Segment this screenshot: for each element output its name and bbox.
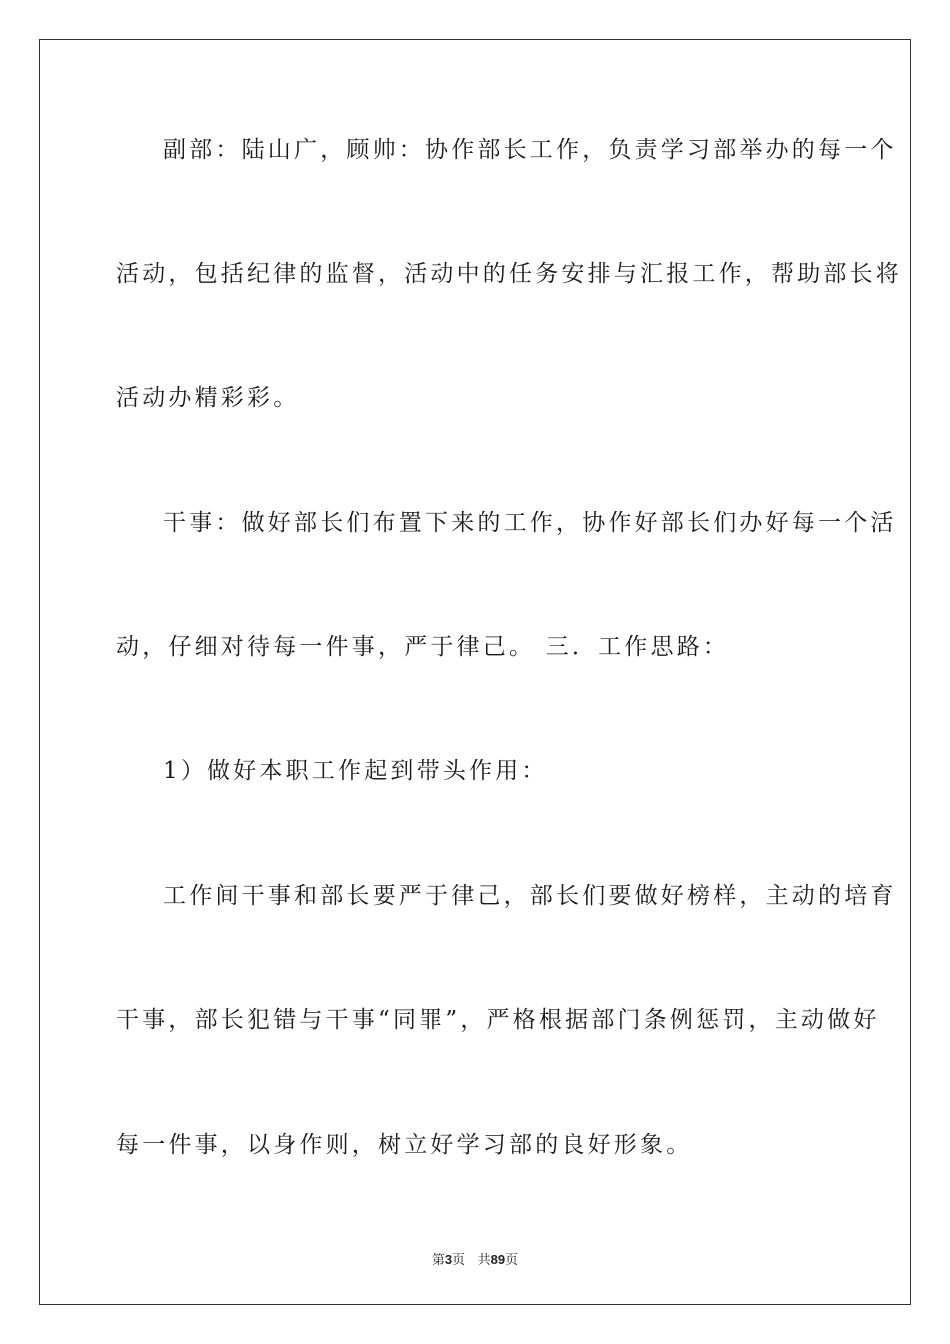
- footer-total-prefix: 共: [477, 1253, 491, 1268]
- body-paragraph-line: 动，仔细对待每一件事，严于律己。 三．工作思路：: [116, 634, 730, 660]
- footer-total-suffix: 页: [505, 1253, 519, 1268]
- footer-page-total: 89: [490, 1252, 506, 1267]
- footer-page-suffix: 页: [452, 1253, 466, 1268]
- footer-page-prefix: 第: [431, 1253, 445, 1268]
- page-number-footer: [0, 1249, 950, 1268]
- body-paragraph-line: 每一件事，以身作则，树立好学习部的良好形象。: [116, 1132, 693, 1158]
- body-paragraph-line: 1）做好本职工作起到带头作用：: [163, 758, 548, 784]
- body-paragraph-line: 干事，部长犯错与干事“同罪”，严格根据部门条例惩罚，主动做好: [116, 1007, 880, 1033]
- body-paragraph-line: 干事：做好部长们布置下来的工作，协作好部长们办好每一个活: [163, 510, 897, 536]
- body-paragraph-line: 活动办精彩彩。: [116, 385, 300, 411]
- footer-page-current: 3: [444, 1252, 453, 1267]
- body-paragraph-line: 副部：陆山广，顾帅：协作部长工作，负责学习部举办的每一个: [163, 137, 897, 163]
- body-paragraph-line: 活动，包括纪律的监督，活动中的任务安排与汇报工作，帮助部长将: [116, 261, 902, 287]
- body-paragraph-line: 工作间干事和部长要严于律己，部长们要做好榜样，主动的培育: [163, 883, 897, 909]
- page-border: [39, 39, 911, 1305]
